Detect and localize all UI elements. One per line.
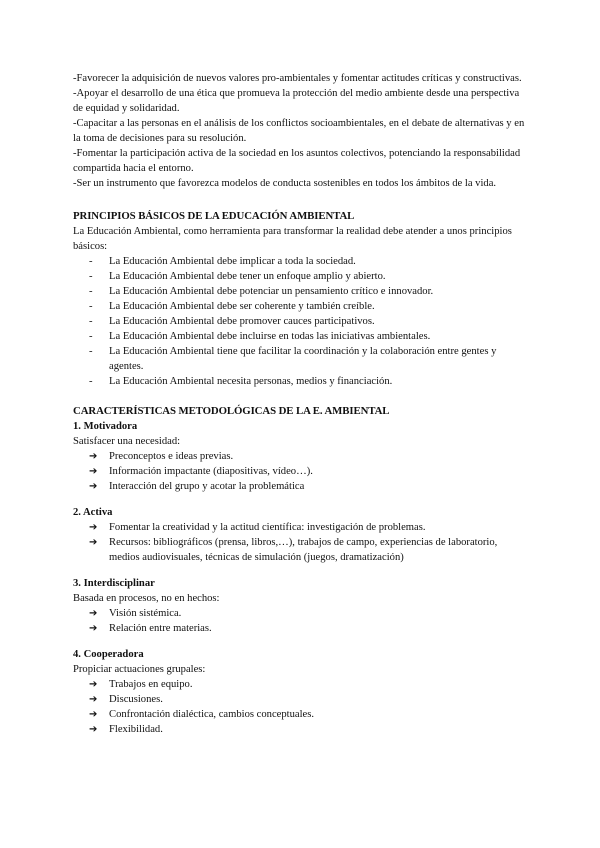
section-cooperadora bbox=[73, 647, 525, 737]
list-item: ➔ Confrontación dialéctica, cambios conceptuales. bbox=[89, 709, 315, 720]
section-list bbox=[73, 449, 525, 494]
list-item: - La Educación Ambiental necesita personas, medios y financiación. bbox=[89, 376, 393, 387]
dash-bullet: - bbox=[89, 301, 93, 312]
objective-line: -Favorecer la adquisición de nuevos valores pro-ambientales y fomentar actitudes críticas y constructivas. bbox=[73, 73, 522, 84]
principios-list bbox=[73, 254, 525, 389]
caracteristicas-heading: CARACTERÍSTICAS METODOLÓGICAS DE LA E. AMBIENTAL bbox=[73, 405, 390, 417]
list-item: ➔ Flexibilidad. bbox=[89, 724, 163, 735]
list-item: ➔ Trabajos en equipo. bbox=[89, 679, 193, 690]
objective-line: -Apoyar el desarrollo de una ética que promueva la protección del medio ambiente desde una perspectiva de equidad y solidaridad. bbox=[73, 88, 520, 114]
list-item: - La Educación Ambiental debe promover cauces participativos. bbox=[89, 316, 375, 327]
objective-line: -Fomentar la participación activa de la sociedad en los asuntos colectivos, potenciando la responsabilidad compartida hacia el entorno. bbox=[73, 148, 521, 174]
list-item: - La Educación Ambiental tiene que facilitar la coordinación y la colaboración entre gentes y agentes. bbox=[89, 346, 497, 372]
arrow-icon: ➔ bbox=[89, 481, 98, 492]
objectives-list bbox=[73, 71, 525, 191]
list-item: - La Educación Ambiental debe tener un enfoque amplio y abierto. bbox=[89, 271, 386, 282]
list-item: ➔ Relación entre materias. bbox=[89, 623, 212, 634]
section-motivadora bbox=[73, 419, 525, 494]
arrow-icon: ➔ bbox=[89, 537, 98, 548]
dash-bullet: - bbox=[89, 376, 93, 387]
list-item: ➔ Discusiones. bbox=[89, 694, 163, 705]
arrow-icon: ➔ bbox=[89, 694, 98, 705]
arrow-icon: ➔ bbox=[89, 466, 98, 477]
section-intro: Basada en procesos, no en hechos: bbox=[73, 593, 220, 604]
list-item: ➔ Visión sistémica. bbox=[89, 608, 182, 619]
dash-bullet: - bbox=[89, 286, 93, 297]
dash-bullet: - bbox=[89, 271, 93, 282]
dash-bullet: - bbox=[89, 256, 93, 267]
list-item: - La Educación Ambiental debe ser coherente y también creíble. bbox=[89, 301, 375, 312]
document-content bbox=[73, 71, 525, 737]
section-interdisciplinar bbox=[73, 576, 525, 636]
dash-bullet: - bbox=[89, 331, 93, 342]
section-intro: Satisfacer una necesidad: bbox=[73, 436, 181, 447]
list-item: ➔ Recursos: bibliográficos (prensa, libros,…), trabajos de campo, experiencias de laboratorio, medios audiovisuales, técnicas de simulación (juegos, dramatización) bbox=[89, 537, 498, 563]
arrow-icon: ➔ bbox=[89, 608, 98, 619]
section-heading: 2. Activa bbox=[73, 507, 113, 518]
arrow-icon: ➔ bbox=[89, 451, 98, 462]
section-list bbox=[73, 520, 525, 565]
principios-intro: La Educación Ambiental, como herramienta para transformar la realidad debe atender a unos principios básicos: bbox=[73, 226, 512, 252]
list-item: ➔ Preconceptos e ideas previas. bbox=[89, 451, 234, 462]
list-item: - La Educación Ambiental debe incluirse en todas las iniciativas ambientales. bbox=[89, 331, 431, 342]
list-item: ➔ Información impactante (diapositivas, vídeo…). bbox=[89, 466, 313, 477]
arrow-icon: ➔ bbox=[89, 623, 98, 634]
principios-heading: PRINCIPIOS BÁSICOS DE LA EDUCACIÓN AMBIENTAL bbox=[73, 210, 355, 222]
dash-bullet: - bbox=[89, 316, 93, 327]
arrow-icon: ➔ bbox=[89, 709, 98, 720]
arrow-icon: ➔ bbox=[89, 679, 98, 690]
arrow-icon: ➔ bbox=[89, 724, 98, 735]
section-heading: 3. Interdisciplinar bbox=[73, 578, 155, 589]
section-intro: Propiciar actuaciones grupales: bbox=[73, 664, 206, 675]
list-item: - La Educación Ambiental debe implicar a toda la sociedad. bbox=[89, 256, 356, 267]
section-activa bbox=[73, 505, 525, 565]
dash-bullet: - bbox=[89, 346, 93, 357]
section-heading: 1. Motivadora bbox=[73, 421, 138, 432]
arrow-icon: ➔ bbox=[89, 522, 98, 533]
list-item: - La Educación Ambiental debe potenciar un pensamiento crítico e innovador. bbox=[89, 286, 434, 297]
section-heading: 4. Cooperadora bbox=[73, 649, 144, 660]
objective-line: -Capacitar a las personas en el análisis de los conflictos socioambientales, en el debate de alternativas y en la toma de decisiones para su resolución. bbox=[73, 118, 525, 144]
objective-line: -Ser un instrumento que favorezca modelos de conducta sostenibles en todos los ámbitos de la vida. bbox=[73, 178, 497, 189]
section-list bbox=[73, 677, 525, 737]
section-list bbox=[73, 606, 525, 636]
list-item: ➔ Fomentar la creatividad y la actitud científica: investigación de problemas. bbox=[89, 522, 426, 533]
list-item: ➔ Interacción del grupo y acotar la problemática bbox=[89, 481, 305, 492]
